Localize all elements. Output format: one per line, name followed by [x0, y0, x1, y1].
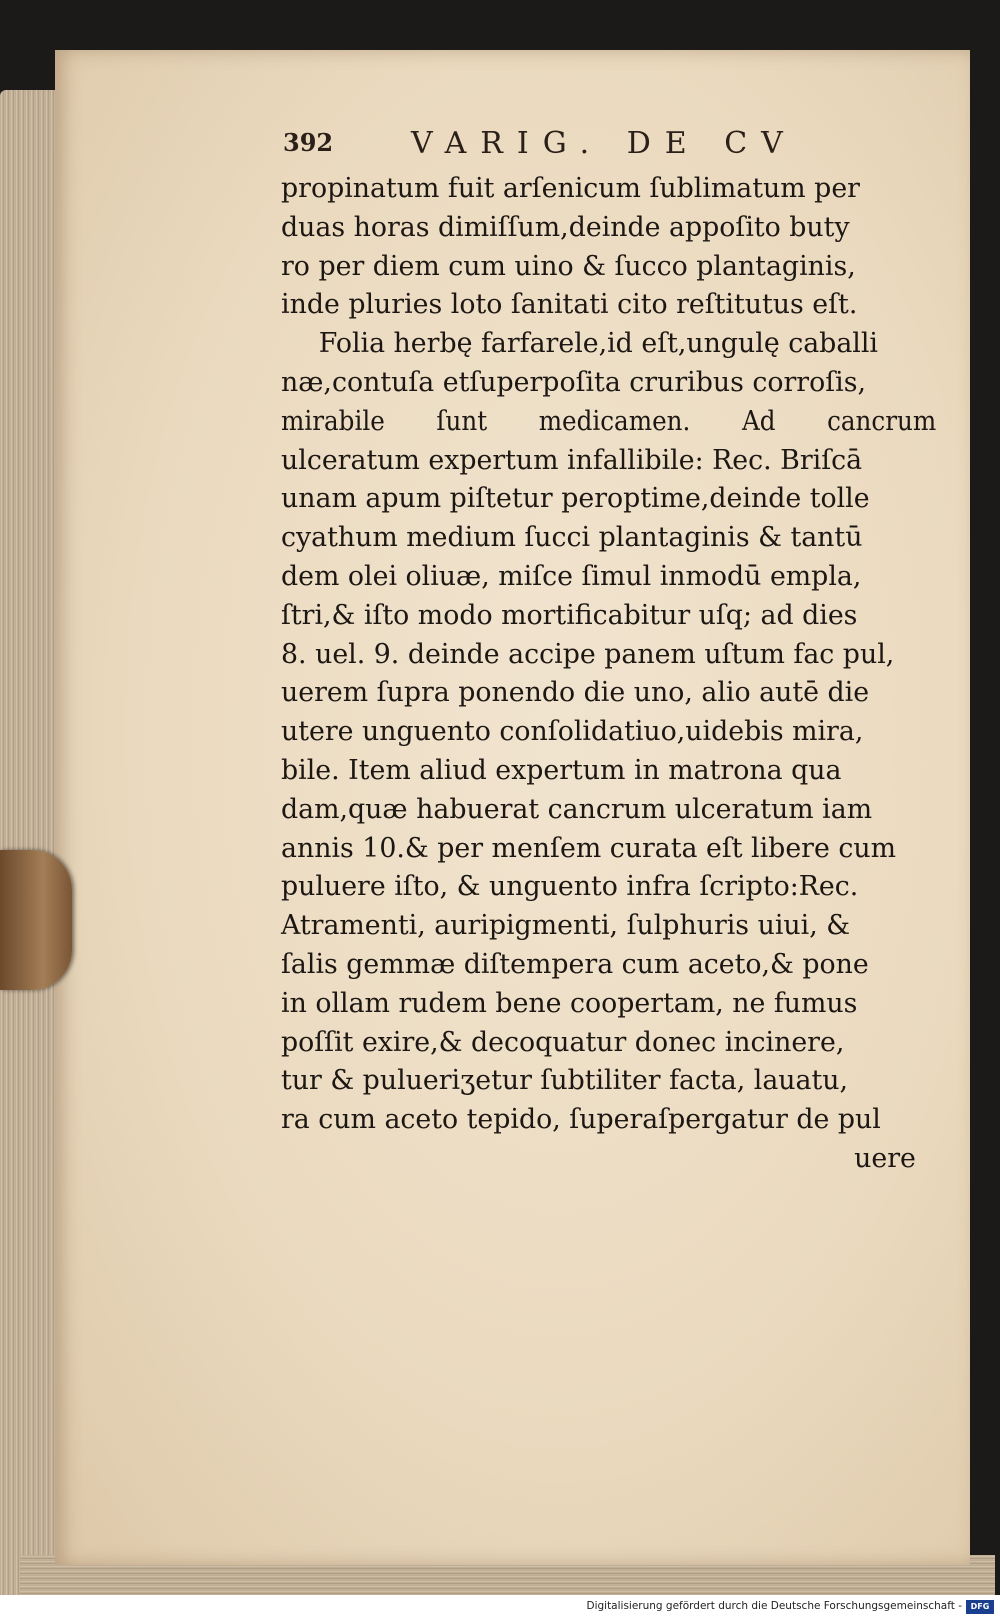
text-line: inde pluries loto ſanitati cito reſtitutus eſt.	[281, 289, 858, 321]
page-number: 392	[283, 128, 334, 157]
book-clasp	[0, 850, 72, 990]
text-line: ro per diem cum uino & ſucco plantaginis,	[281, 250, 856, 282]
text-line: poſſit exire,& decoquatur donec incinere,	[281, 1026, 845, 1058]
body-text	[281, 170, 941, 1179]
text-line: Atramenti, auripigmenti, ſulphuris uiui, &	[281, 910, 851, 942]
text-line: uerem ſupra ponendo die uno, alio autē die	[281, 677, 870, 709]
text-line: ſalis gemmæ diſtempera cum aceto,& pone	[281, 948, 869, 980]
text-line: 8. uel. 9. deinde accipe panem uſtum fac pul,	[281, 638, 895, 670]
dfg-logo: DFG	[966, 1600, 994, 1614]
book-fore-edge	[0, 90, 60, 1600]
catchword: uere	[854, 1142, 916, 1174]
text-line: dam,quæ habuerat cancrum ulceratum iam	[281, 793, 873, 825]
text-line: annis 10.& per menſem curata eſt libere cum	[281, 832, 896, 864]
text-line: dem olei oliuæ, miſce ſimul inmodū empla,	[281, 560, 862, 592]
text-line: ulceratum expertum infallibile: Rec. Briſcā	[281, 444, 863, 476]
text-line: puluere iſto, & unguento infra ſcripto:Rec.	[281, 871, 859, 903]
text-line: in ollam rudem bene coopertam, ne fumus	[281, 987, 858, 1019]
text-line: næ,contuſa etſuperpoſita cruribus corroſis,	[281, 366, 866, 398]
text-line: unam apum piſtetur peroptime,deinde tolle	[281, 483, 870, 515]
text-line: Folia herbę farfarele,id eſt,ungulę caballi	[318, 328, 878, 360]
running-head: VARIG. DE CV	[411, 126, 797, 161]
digitization-footer	[0, 1595, 1000, 1621]
text-line: bile. Item aliud expertum in matrona qua	[281, 754, 842, 786]
text-line: ra cum aceto tepido, ſuperaſpergatur de pul	[281, 1104, 881, 1136]
text-line: tur & pulueriʒetur ſubtiliter facta, lauatu,	[281, 1065, 849, 1097]
text-line: cyathum medium ſucci plantaginis & tantū	[281, 522, 863, 554]
funding-credit: Digitalisierung gefördert durch die Deutsche Forschungsgemeinschaft -	[586, 1600, 962, 1612]
text-line: duas horas dimiſſum,deinde appoſito buty	[281, 211, 850, 243]
text-line: mirabile ſunt medicamen. Ad cancrum	[281, 405, 937, 437]
text-line: utere unguento conſolidatiuo,uidebis mira,	[281, 716, 864, 748]
text-line: ſtri,& iſto modo mortificabitur uſq; ad dies	[281, 599, 858, 631]
text-line: propinatum fuit arſenicum ſublimatum per	[281, 173, 860, 204]
